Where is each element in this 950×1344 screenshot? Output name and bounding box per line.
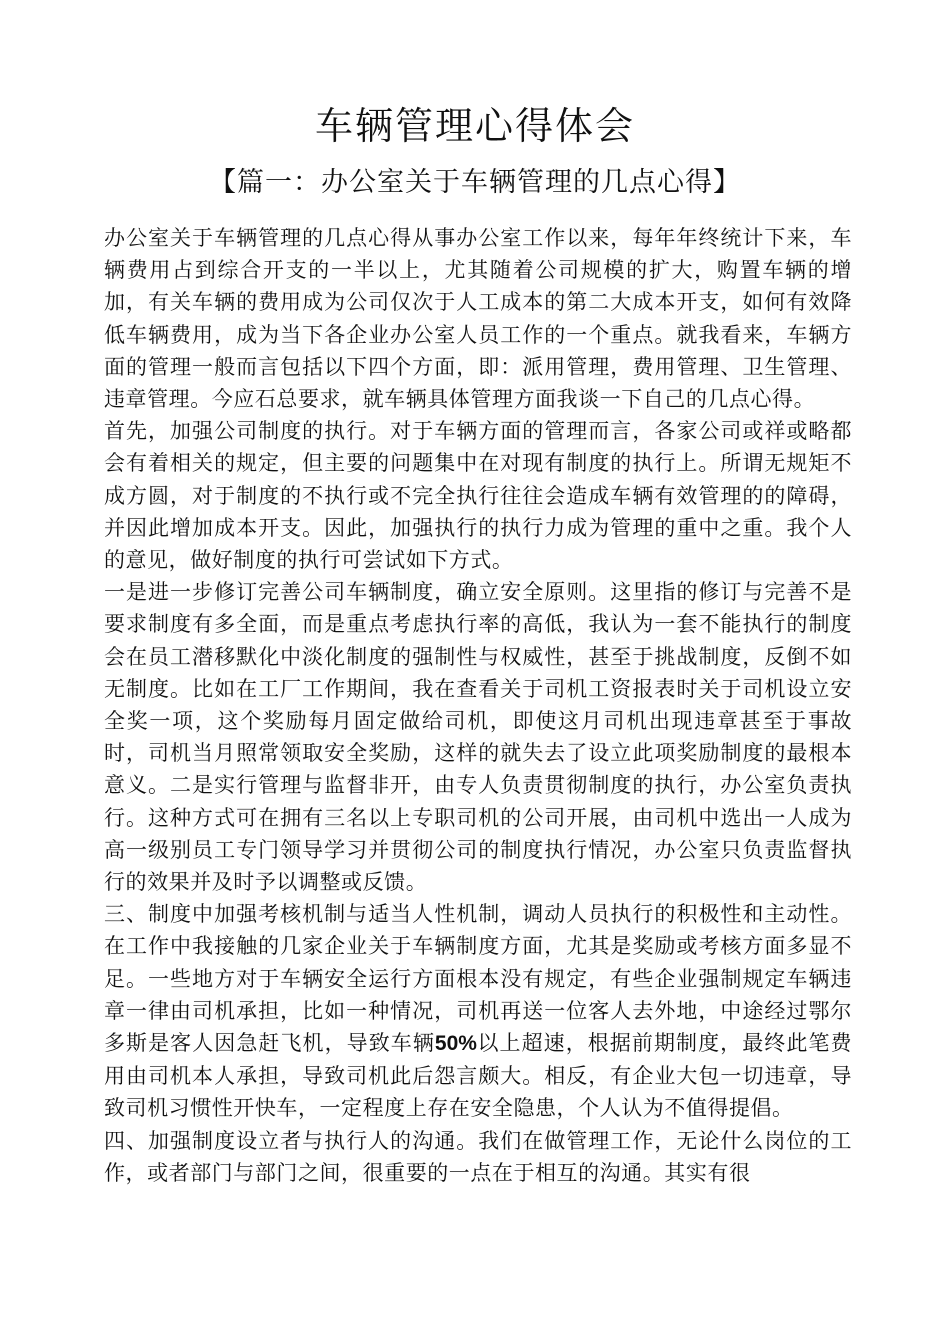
speed-percent: 50% [434,1032,477,1056]
document-body [104,222,852,1189]
paragraph-three-part-b: 以上超速，根据前期制度，最终此笔费用由司机本人承担，导致司机此后怨言颇大。相反，有企业大包一切违章，导致司机习惯性开快车，一定程度上存在安全隐患，个人认为不值得提倡。 [104,1031,852,1121]
document-title: 车辆管理心得体会 [314,104,635,148]
paragraph-first: 首先，加强公司制度的执行。对于车辆方面的管理而言，各家公司或祥或略都会有着相关的规定，但主要的问题集中在对现有制度的执行上。所谓无规矩不成方圆，对于制度的不执行或不完全执行往往会造成车辆有效管理的的障碍，并因此增加成本开支。因此，加强执行的执行力成为管理的重中之重。我个人的意见，做好制度的执行可尝试如下方式。 [104,419,852,573]
paragraph-three [104,898,852,1124]
paragraph-one: 一是进一步修订完善公司车辆制度，确立安全原则。这里指的修订与完善不是要求制度有多全面，而是重点考虑执行率的高低，我认为一套不能执行的制度会在员工潜移默化中淡化制度的强制性与权威性，甚至于挑战制度，反倒不如无制度。比如在工厂工作期间，我在查看关于司机工资报表时关于司机设立安全奖一项，这个奖励每月固定做给司机，即使这月司机出现违章甚至于事故时，司机当月照常领取安全奖励，这样的就失去了设立此项奖励制度的最根本意义。二是实行管理与监督非开，由专人负责贯彻制度的执行，办公室负责执行。这种方式可在拥有三名以上专职司机的公司开展，由司机中选出一人成为高一级别员工专门领导学习并贯彻公司的制度执行情况，办公室只负责监督执行的效果并及时予以调整或反馈。 [104,580,852,895]
document-subtitle: 【篇一：办公室关于车辆管理的几点心得】 [209,167,741,198]
paragraph-four: 四、加强制度设立者与执行人的沟通。我们在做管理工作，无论什么岗位的工作，或者部门与部门之间，很重要的一点在于相互的沟通。其实有很 [104,1128,852,1185]
paragraph-three-part-a: 三、制度中加强考核机制与适当人性机制，调动人员执行的积极性和主动性。在工作中我接触的几家企业关于车辆制度方面，尤其是奖励或考核方面多显不足。一些地方对于车辆安全运行方面根本没有规定，有些企业强制规定车辆违章一律由司机承担，比如一种情况，司机再送一位客人去外地，中途经过鄂尔多斯是客人因急赶飞机，导致车辆 [104,902,852,1056]
paragraph-intro: 办公室关于车辆管理的几点心得从事办公室工作以来，每年年终统计下来，车辆费用占到综合开支的一半以上，尤其随着公司规模的扩大，购置车辆的增加，有关车辆的费用成为公司仅次于人工成本的第二大成本开支，如何有效降低车辆费用，成为当下各企业办公室人员工作的一个重点。就我看来，车辆方面的管理一般而言包括以下四个方面，即：派用管理，费用管理、卫生管理、违章管理。今应石总要求，就车辆具体管理方面我谈一下自己的几点心得。 [104,226,852,412]
